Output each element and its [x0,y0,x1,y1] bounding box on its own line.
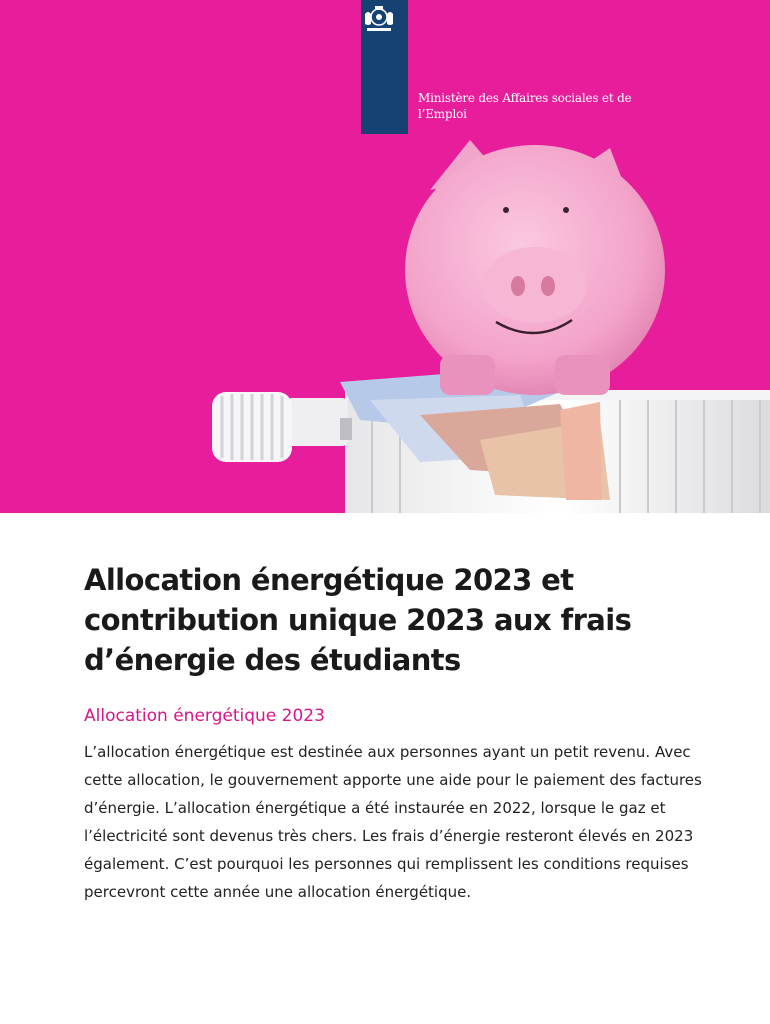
thermostat-valve [286,398,348,446]
piggy-bank [405,140,665,395]
government-logo-bar [361,0,408,134]
ministry-name: Ministère des Affaires sociales et de l’Emploi [418,91,632,121]
body-paragraph: L’allocation énergétique est destinée aux personnes ayant un petit revenu. Avec cette allocation, le gouvernement apporte une aide pour le paiement des factures d’énergie. L’allocation énergétique a été instaurée en 2022, lorsque le gaz et l’électricité sont devenus très chers. Les frais d’énergie resteront élevés en 2023 également. C’est pourquoi les personnes qui remplissent les conditions requises percevront cette année une allocation énergétique. [84,743,702,901]
document-title: Allocation énergétique 2023 et contribution unique 2023 aux frais d’énergie des étudiants [84,563,632,677]
document-content [84,560,724,906]
coat-of-arms-icon [361,0,397,36]
section-heading: Allocation énergétique 2023 [84,706,325,726]
